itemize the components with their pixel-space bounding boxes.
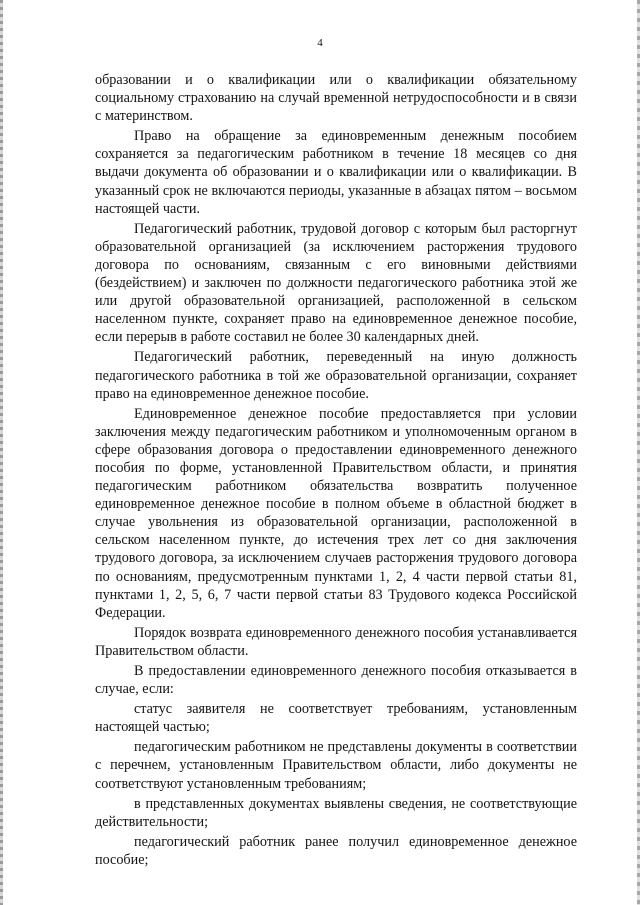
paragraph: Единовременное денежное пособие предоставляется при условии заключения между педагогическим работником и уполномоченным органом в сфере образования договора о предоставлении единовременного денежного пособия по форме, установленной Правительством области, и принятия педагогическим работником обязательства возвратить полученное единовременное денежное пособие в полном объеме в областной бюджет в случае увольнения из образовательной организации, расположенной в сельском населенном пункте, до истечения трех лет со дня заключения трудового договора, за исключением случаев расторжения трудового договора по основаниям, предусмотренным пунктами 1, 2, 4 части первой статьи 81, пунктами 1, 2, 5, 6, 7 части первой статьи 83 Трудового кодекса Российской Федерации. [95, 405, 577, 621]
paragraph: педагогическим работником не представлены документы в соответствии с перечнем, установленным Правительством области, либо документы не соответствуют установленным требованиям; [95, 739, 577, 792]
paragraph: Порядок возврата единовременного денежного пособия устанавливается Правительством области. [95, 624, 577, 659]
paragraph: педагогический работник ранее получил единовременное денежное пособие; [95, 833, 577, 868]
scan-edge-left [0, 0, 3, 905]
paragraph: Право на обращение за единовременным денежным пособием сохраняется за педагогическим работником в течение 18 месяцев со дня выдачи документа об образовании и о квалификации или о квалификации. В указанный срок не включаются периоды, указанные в абзацах пятом – восьмом настоящей части. [95, 128, 577, 217]
document-body [95, 71, 577, 871]
paragraph: образовании и о квалификации или о квалификации обязательному социальному страхованию на случай временной нетрудоспособности и в связи с материнством. [95, 72, 577, 125]
paragraph: Педагогический работник, переведенный на иную должность педагогического работника в той же образовательной организации, сохраняет право на единовременное денежное пособие. [95, 349, 577, 402]
page-number: 4 [317, 37, 323, 49]
paragraph: в представленных документах выявлены сведения, не соответствующие действительности; [95, 795, 577, 830]
paragraph: В предоставлении единовременного денежного пособия отказывается в случае, если: [95, 663, 577, 698]
paragraph: статус заявителя не соответствует требованиям, установленным настоящей частью; [95, 701, 577, 736]
paragraph: Педагогический работник, трудовой договор с которым был расторгнут образовательной организацией (за исключением расторжения трудового договора по основаниям, связанным с его виновными действиями (бездействием) и заключен по должности педагогического работника этой же или другой образовательной организацией, расположенной в сельском населенном пункте, сохраняет право на единовременное денежное пособие, если перерыв в работе составил не более 30 календарных дней. [95, 220, 577, 346]
